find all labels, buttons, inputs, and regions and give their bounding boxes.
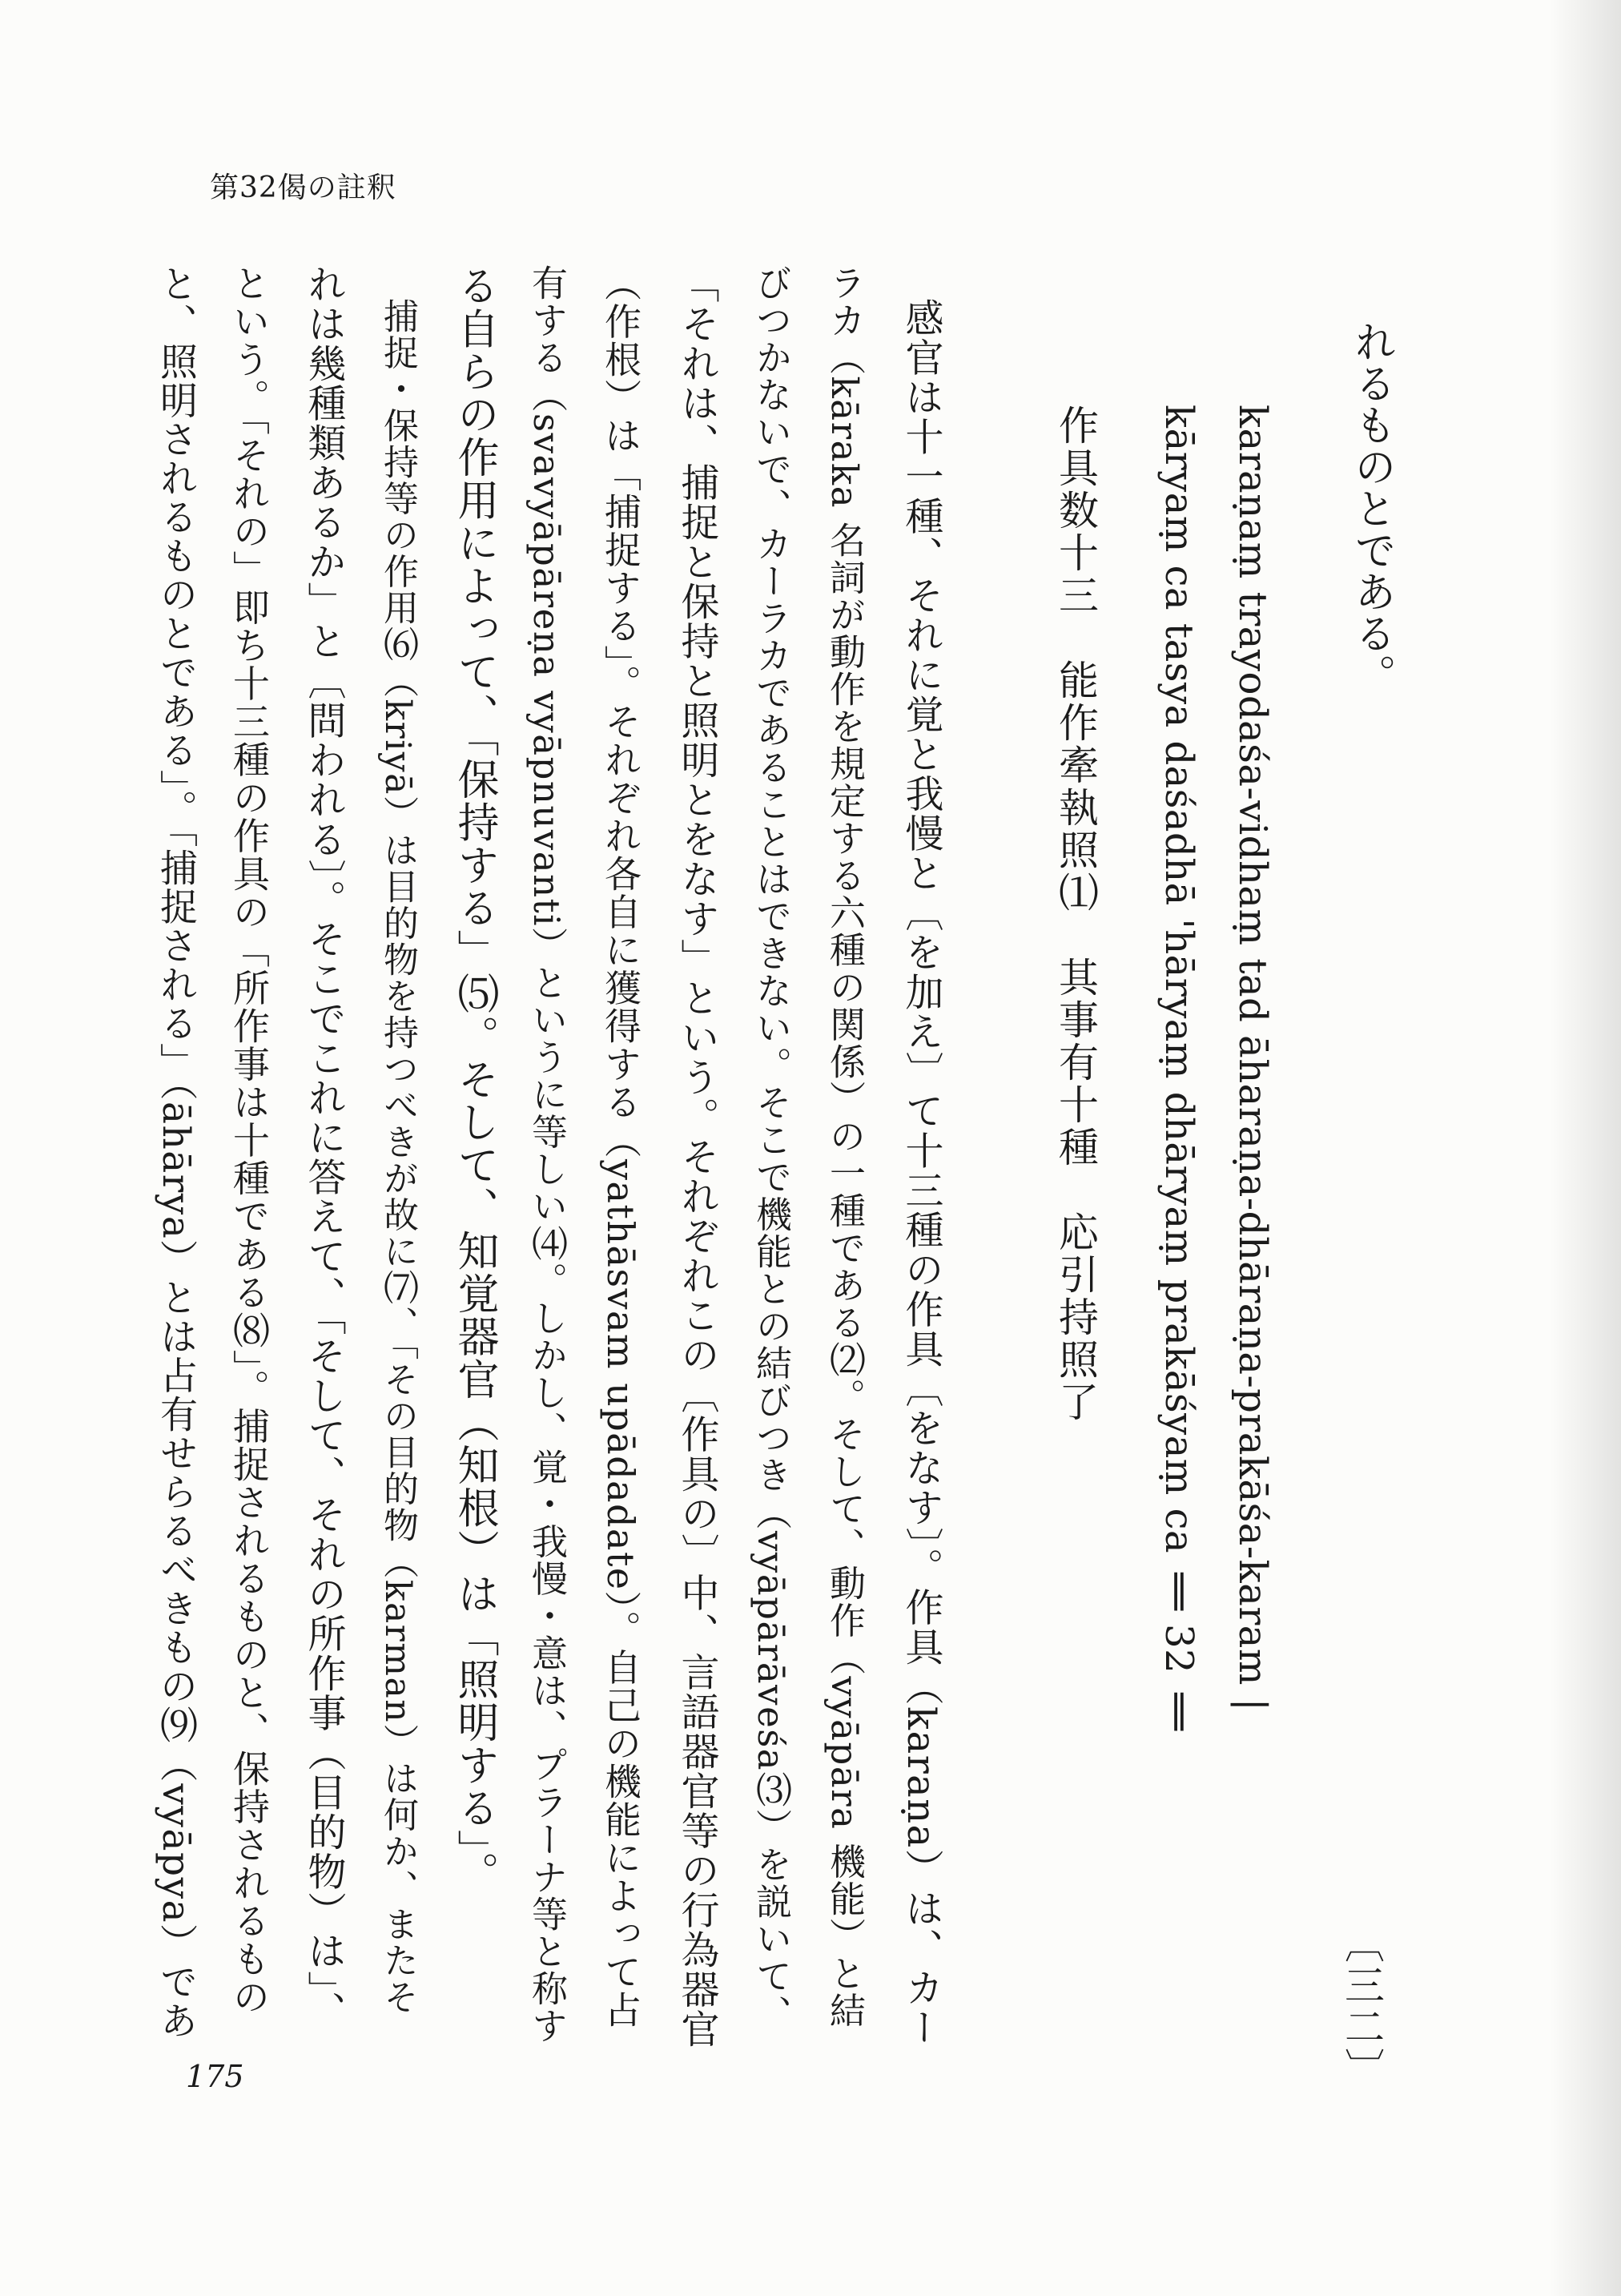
commentary-line: 「それは、捕捉と保持と照明とをなす」という。それぞれこの〔作具の〕中、言語器官等の行為器官 — [674, 264, 719, 2049]
verse-sanskrit-line-1: karaṇaṃ trayodaśa-vidhaṃ tad āharaṇa-dhāraṇa-prakāśa-karam | — [1230, 405, 1275, 1712]
page-number: 175 — [186, 2059, 244, 2094]
commentary-line: （作根）は「捕捉する」。それぞれ各自に獲得する（yathāsvam upādadate）。自己の機能によって占 — [599, 264, 642, 2029]
commentary-line: びつかないで、カーラカであることはできない。そこで機能との結びつき（vyāpārāveśa⑶）を説いて、 — [750, 264, 792, 2032]
running-head: 第32偈の註釈 — [210, 171, 396, 204]
commentary-line: る自らの作用によって、「保持する」⑸。そして、知覚器官（知根）は「照明する」。 — [450, 264, 498, 1895]
commentary-line: れは幾種類あるか」と〔問われる〕。そこでこれに答えて、「そして、それの所作事（目的物）は」、 — [301, 264, 346, 2031]
commentary-line: 捕捉・保持等の作用⑹（kriyā）は目的物を持つべきが故に⑺、「その目的物（karman）は何か、またそ — [377, 298, 418, 2016]
section-number: 〔三二〕 — [1338, 1923, 1385, 2089]
commentary-line: 有する（svavyāpāreṇa vyāpnuvanti）というに等しい⑷。しかし、覚・我慢・意は、プラーナ等と称す — [525, 264, 568, 2045]
commentary-line: ラカ（kāraka 名詞が動作を規定する六種の関係）の一種である⑵。そして、動作（vyāpāra 機能）と結 — [823, 264, 866, 2029]
commentary-line: と、照明されるものとである」。「捕捉される」（āhārya）とは占有せらるべきもの⑼（vyāpya）であ — [154, 264, 198, 2040]
commentary-line: 感官は十一種、それに覚と我慢と〔を加え〕て十三種の作具〔をなす〕。作具（karaṇa）は、カー — [899, 298, 943, 2048]
intro-line: れるものとである。 — [1347, 320, 1395, 695]
verse-chinese: 作具数十三 能作牽執照⑴ 其事有十種 応引持照了 — [1052, 405, 1099, 1424]
commentary-line: という。「それの」即ち十三種の作具の「所作事は十種である⑻」。捕捉されるものと、保持されるもの — [227, 264, 271, 2016]
verse-sanskrit-line-2: kāryaṃ ca tasya daśadhā 'hāryaṃ dhāryaṃ prakāśyaṃ ca ‖ 32 ‖ — [1156, 405, 1201, 1732]
scan-edge-shadow — [1549, 0, 1621, 2296]
